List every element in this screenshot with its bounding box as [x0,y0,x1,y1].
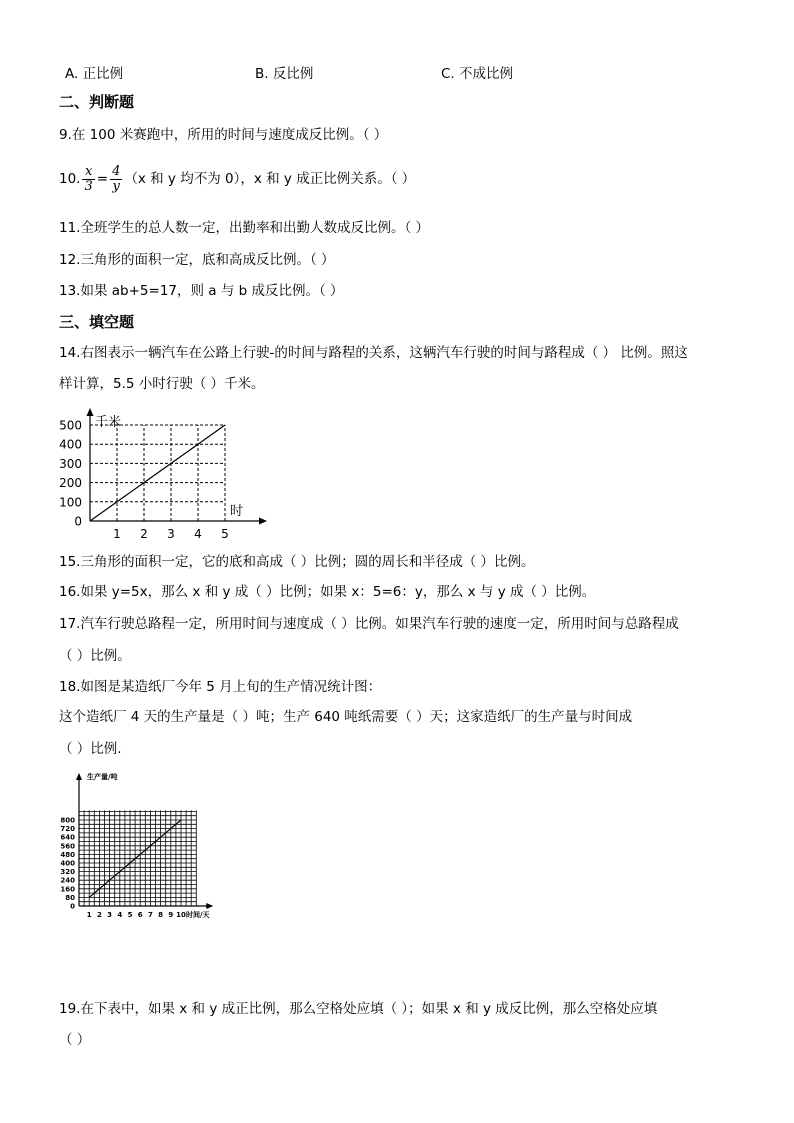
question-14-line-2: 样计算，5.5 小时行驶（ ）千米。 [59,376,265,392]
y-tick-label: 0 [74,514,82,529]
question-17-line-1: 17.汽车行驶总路程一定，所用时间与速度成（ ）比例。如果汽车行驶的速度一定，所用时间与总路程成 [59,616,679,632]
y-tick-label: 320 [60,868,75,877]
question-9: 9.在 100 米赛跑中，所用的时间与速度成反比例。（ ） [59,127,388,143]
x-tick-label: 8 [158,911,164,919]
x-tick-label: 2 [140,527,148,541]
y-tick-label: 400 [59,437,82,452]
question-18-line-1: 18.如图是某造纸厂今年 5 月上旬的生产情况统计图： [59,679,382,695]
x-axis-arrow [259,518,267,525]
option-b: B. 反比例 [255,66,314,82]
x-tick-label: 3 [107,911,113,919]
fraction-denominator: 3 [84,178,93,194]
fraction-numerator: x [82,165,94,180]
question-13: 13.如果 ab+5=17，则 a 与 b 成反比例。（ ） [59,283,344,299]
fraction-numerator: 4 [112,163,121,179]
x-tick-label: 10 [176,911,186,919]
option-c: C. 不成比例 [441,66,514,82]
x-tick-label: 5 [127,911,133,919]
x-tick-label: 7 [147,911,153,919]
question-18-line-3: （ ）比例. [59,741,122,757]
x-tick-label: 1 [113,527,121,541]
y-tick-label: 400 [60,859,75,868]
fraction-4-over-y [110,165,122,194]
question-17-line-2: （ ）比例。 [59,648,131,664]
x-axis-title: 时间/天 [186,911,210,919]
question-19-line-1: 19.在下表中，如果 x 和 y 成正比例，那么空格处应填（ ）；如果 x 和 y 成反比例，那么空格处应填 [59,1001,658,1017]
question-19-line-2: （ ） [59,1032,91,1048]
y-tick-label: 500 [59,418,82,433]
x-tick-label: 4 [117,911,123,919]
y-tick-label: 80 [65,893,75,902]
y-tick-label: 100 [59,495,82,510]
question-12: 12.三角形的面积一定，底和高成反比例。（ ） [59,252,335,268]
production-chart [55,768,255,928]
equals-sign: = [96,171,109,187]
y-tick-label: 720 [60,825,75,834]
y-tick-label: 640 [60,833,75,842]
question-10 [59,161,415,197]
x-tick-label: 2 [96,911,102,919]
question-14-line-1: 14.右图表示一辆汽车在公路上行驶-的时间与路程的关系，这辆汽车行驶的时间与路程成（ ） 比例。照这 [59,345,688,361]
fraction-denominator: y [112,178,120,194]
y-tick-label: 480 [60,850,75,859]
x-tick-label: 5 [221,527,229,541]
question-16: 16.如果 y=5x，那么 x 和 y 成（ ）比例；如果 x：5=6：y，那么 x 与 y 成（ ）比例。 [59,584,596,600]
question-11: 11.全班学生的总人数一定，出勤率和出勤人数成反比例。（ ） [59,220,430,236]
option-a: A. 正比例 [65,66,124,82]
question-18-line-2: 这个造纸厂 4 天的生产量是（ ）吨；生产 640 吨纸需要（ ）天；这家造纸厂的生产量与时间成 [59,709,633,725]
y-axis-arrow [87,408,94,416]
y-tick-label: 200 [59,476,82,491]
y-tick-label: 0 [70,902,75,911]
y-tick-label: 800 [60,816,75,825]
y-axis-title: 千米 [95,415,122,430]
y-tick-label: 300 [59,456,82,471]
x-tick-label: 6 [137,911,143,919]
distance-time-chart [55,407,285,542]
y-axis-arrow [76,773,82,780]
x-tick-label: 3 [167,527,175,541]
x-axis-title: 时 [230,504,244,519]
question-15: 15.三角形的面积一定，它的底和高成（ ）比例；圆的周长和半径成（ ）比例。 [59,554,535,570]
x-tick-label: 9 [168,911,174,919]
x-tick-label: 1 [86,911,92,919]
y-axis-title: 生产量/吨 [87,773,118,781]
y-tick-label: 240 [60,876,75,885]
section-title-fill-blank: 三、填空题 [59,313,135,331]
y-tick-label: 560 [60,842,75,851]
y-tick-label: 160 [60,885,75,894]
fraction-x-over-3 [82,165,94,194]
x-axis-arrow [206,903,213,909]
question-10-number: 10. [59,171,81,187]
series-line [90,425,225,521]
x-tick-label: 4 [194,527,202,541]
question-10-text: （x 和 y 均不为 0），x 和 y 成正比例关系。（ ） [124,171,416,187]
section-title-judgment: 二、判断题 [59,93,135,111]
